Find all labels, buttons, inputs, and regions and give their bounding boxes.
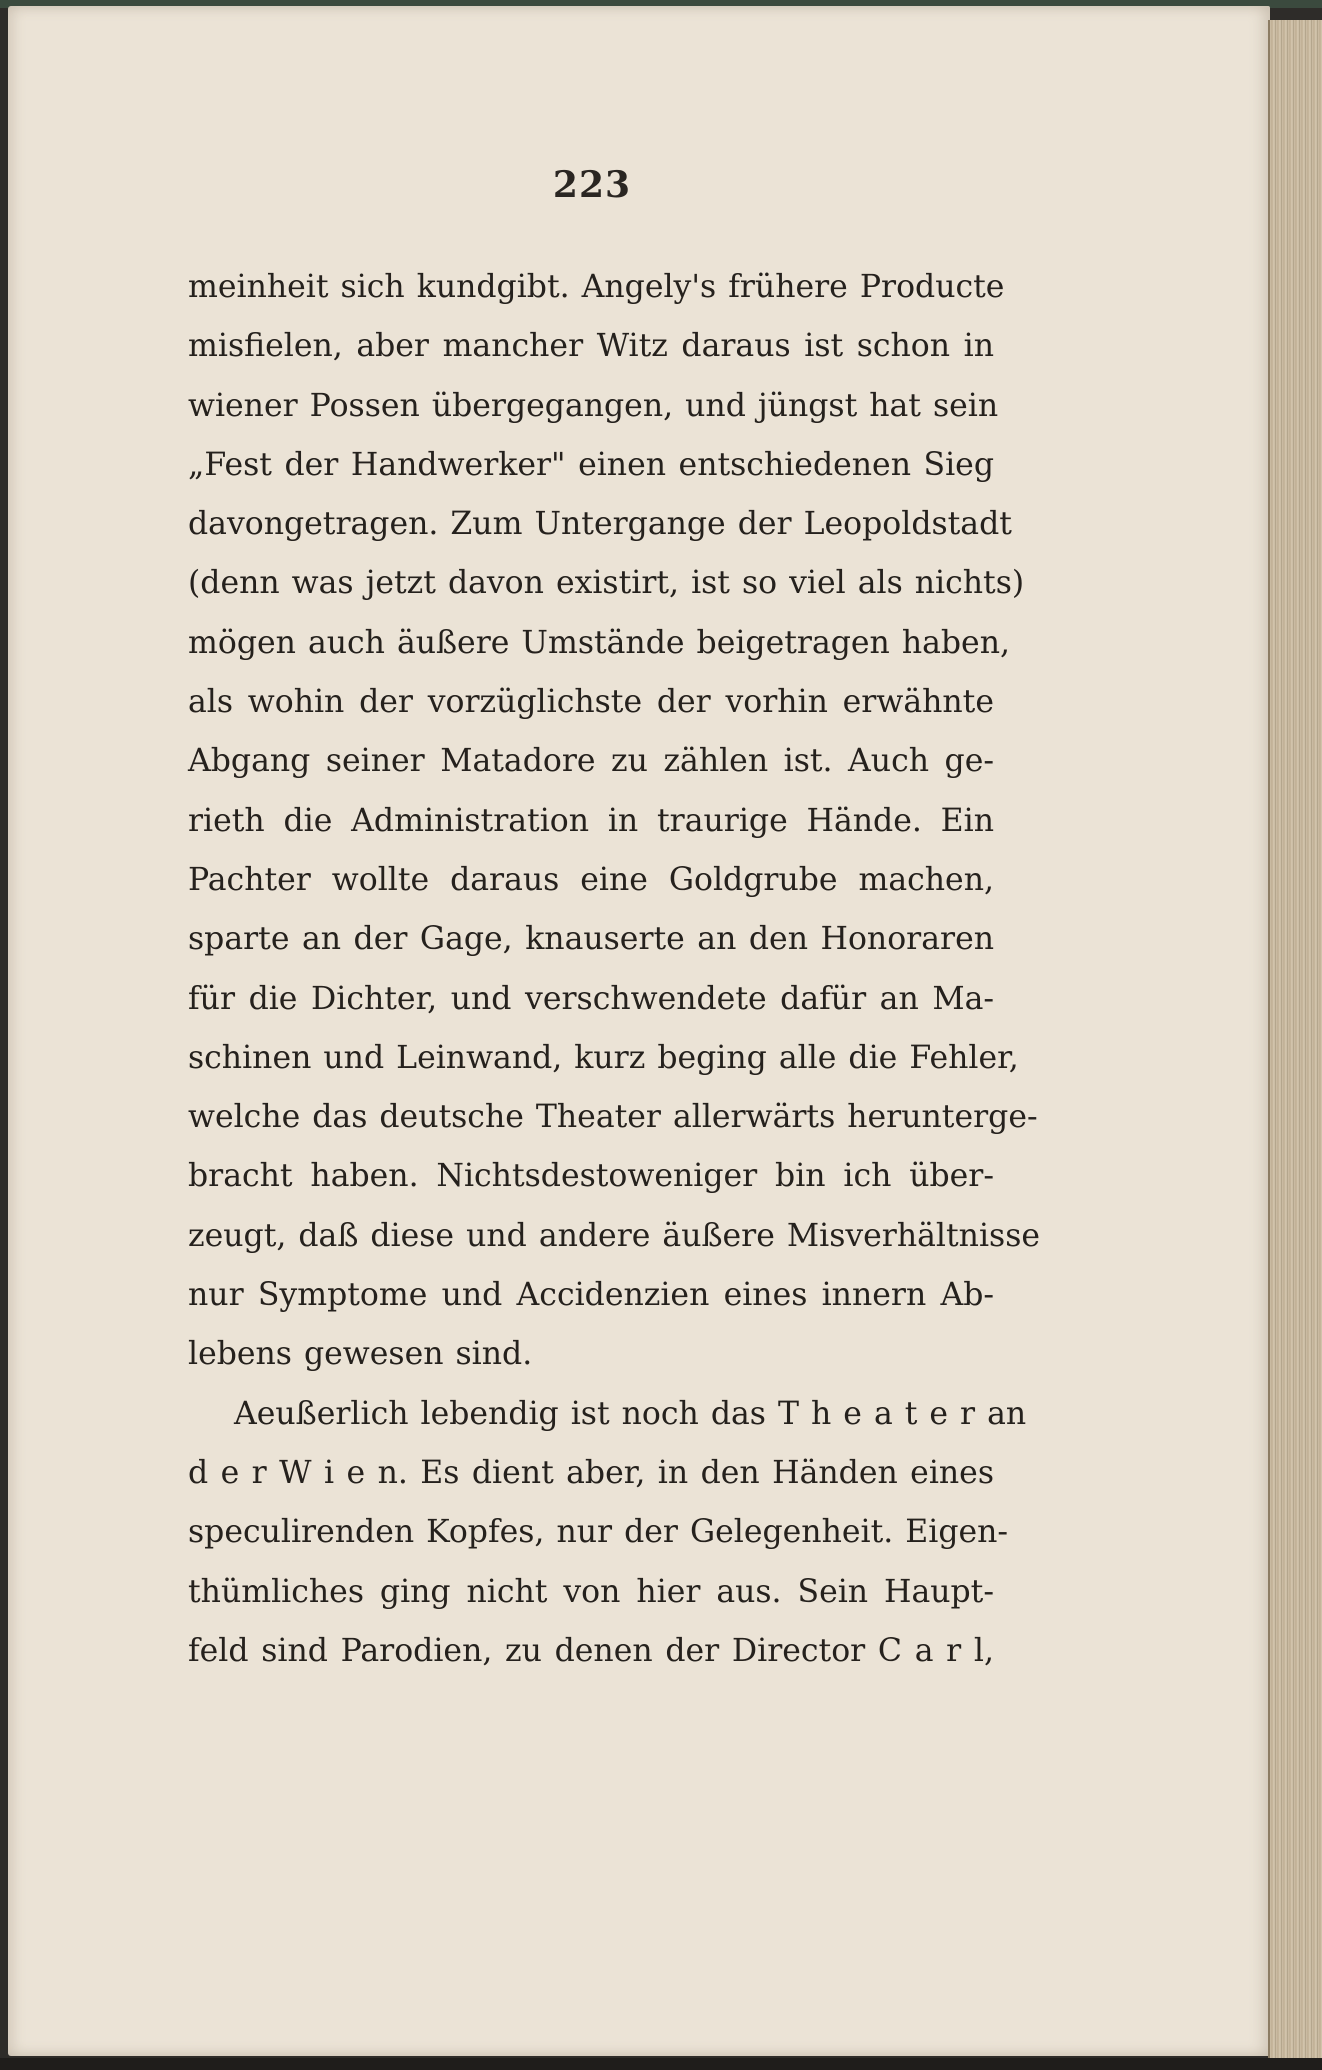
page-body-text	[188, 258, 1040, 1681]
text-line: speculirenden Kopfes, nur der Gelegenheit. Eigen-	[188, 1514, 1009, 1551]
text-line: rieth die Administration in traurige Hände. Ein	[188, 802, 994, 839]
text-line: wiener Possen übergegangen, und jüngst hat sein	[188, 387, 999, 424]
text-line: davongetragen. Zum Untergange der Leopoldstadt	[188, 506, 1012, 543]
text-line: sparte an der Gage, knauserte an den Honoraren	[188, 921, 994, 958]
text-line: „Fest der Handwerker" einen entschiedenen Sieg	[188, 446, 994, 483]
text-line: für die Dichter, und verschwendete dafür an Ma-	[188, 980, 994, 1017]
text-line: schinen und Leinwand, kurz beging alle die Fehler,	[188, 1039, 1019, 1076]
scan-bottom-border	[0, 2058, 1322, 2070]
book-page-edges	[1268, 20, 1322, 2060]
text-line: lebens gewesen sind.	[188, 1336, 533, 1373]
text-line: (denn was jetzt davon existirt, ist so viel als nichts)	[188, 565, 1025, 602]
text-line: nur Symptome und Accidenzien eines innern Ab-	[188, 1277, 994, 1314]
page-number: 223	[552, 164, 632, 206]
text-line: Pachter wollte daraus eine Goldgrube machen,	[188, 861, 994, 898]
text-line: feld sind Parodien, zu denen der Director C a r l,	[188, 1632, 994, 1669]
text-line: Aeußerlich lebendig ist noch das T h e a t e r an	[234, 1395, 1027, 1432]
text-line: welche das deutsche Theater allerwärts herunterge-	[188, 1099, 1038, 1136]
text-line: als wohin der vorzüglichste der vorhin erwähnte	[188, 684, 994, 721]
text-line: mögen auch äußere Umstände beigetragen haben,	[188, 624, 1011, 661]
text-line: Abgang seiner Matadore zu zählen ist. Auch ge-	[188, 743, 994, 780]
book-page	[8, 6, 1270, 2056]
text-line: d e r W i e n. Es dient aber, in den Händen eines	[188, 1454, 994, 1491]
text-line: thümliches ging nicht von hier aus. Sein Haupt-	[188, 1573, 994, 1610]
text-line: zeugt, daß diese und andere äußere Misverhältnisse	[188, 1217, 1040, 1254]
text-line: meinheit sich kundgibt. Angely's frühere Producte	[188, 269, 1005, 305]
text-line: misfielen, aber mancher Witz daraus ist schon in	[188, 328, 994, 365]
text-line: bracht haben. Nichtsdestoweniger bin ich über-	[188, 1158, 994, 1195]
